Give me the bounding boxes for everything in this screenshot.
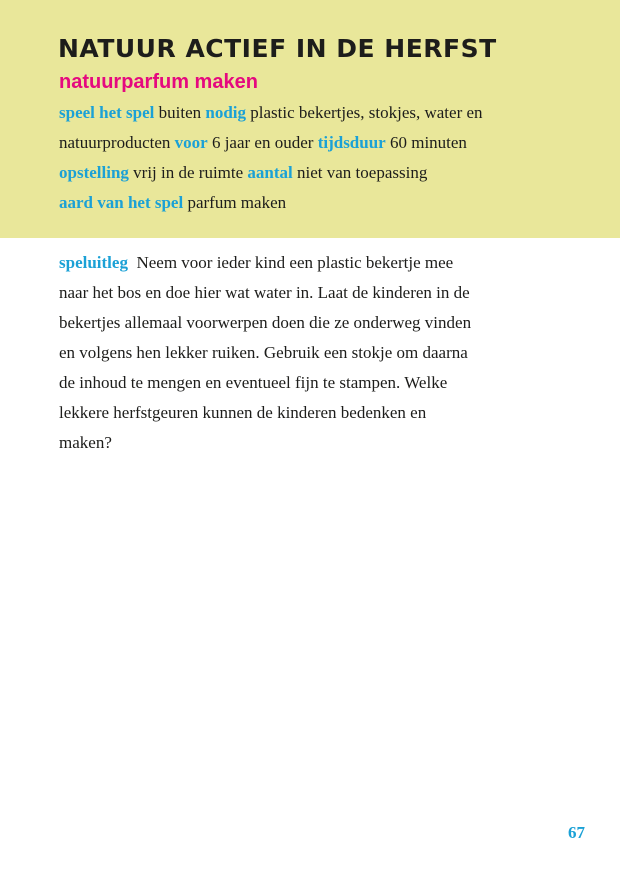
meta-line (59, 158, 569, 188)
meta-value-aard: parfum maken (187, 193, 287, 212)
activity-subtitle: natuurparfum maken (59, 71, 258, 93)
meta-label-aard: aard van het spel (59, 193, 184, 212)
body-line: lekkere herfstgeuren kunnen de kinderen bedenken en (59, 403, 427, 422)
page-title: NATUUR ACTIEF IN DE HERFST (58, 34, 497, 63)
instructions-label: speluitleg (59, 253, 128, 272)
meta-line (59, 128, 569, 158)
meta-value-opstelling: vrij in de ruimte (133, 163, 244, 182)
meta-label-nodig: nodig (205, 103, 247, 122)
body-line: bekertjes allemaal voorwerpen doen die ze onderweg vinden (59, 313, 472, 332)
page-number: 67 (568, 823, 585, 842)
meta-line (59, 188, 569, 218)
meta-label-aantal: aantal (247, 163, 293, 182)
meta-value-voor: 6 jaar en ouder (211, 133, 314, 152)
body-line-text: Neem voor ieder kind een plastic bekertje mee (136, 253, 454, 272)
meta-value-nodig: plastic bekertjes, stokjes, water en (250, 103, 483, 122)
body-line: en volgens hen lekker ruiken. Gebruik een stokje om daarna (59, 343, 468, 362)
meta-value-speel: buiten (158, 103, 202, 122)
meta-label-speel: speel het spel (59, 103, 155, 122)
body-line: maken? (59, 433, 112, 452)
meta-value-nodig-cont: natuurproducten (59, 133, 171, 152)
body-line (59, 248, 564, 278)
meta-label-tijdsduur: tijdsduur (317, 133, 386, 152)
meta-value-tijdsduur: 60 minuten (389, 133, 467, 152)
meta-value-aantal: niet van toepassing (297, 163, 428, 182)
meta-label-opstelling: opstelling (59, 163, 129, 182)
meta-line (59, 98, 569, 128)
body-line: de inhoud te mengen en eventueel fijn te stampen. Welke (59, 373, 448, 392)
body-line: naar het bos en doe hier wat water in. Laat de kinderen in de (59, 283, 470, 302)
meta-label-voor: voor (174, 133, 208, 152)
activity-meta (59, 98, 569, 218)
instructions-paragraph (59, 248, 564, 458)
